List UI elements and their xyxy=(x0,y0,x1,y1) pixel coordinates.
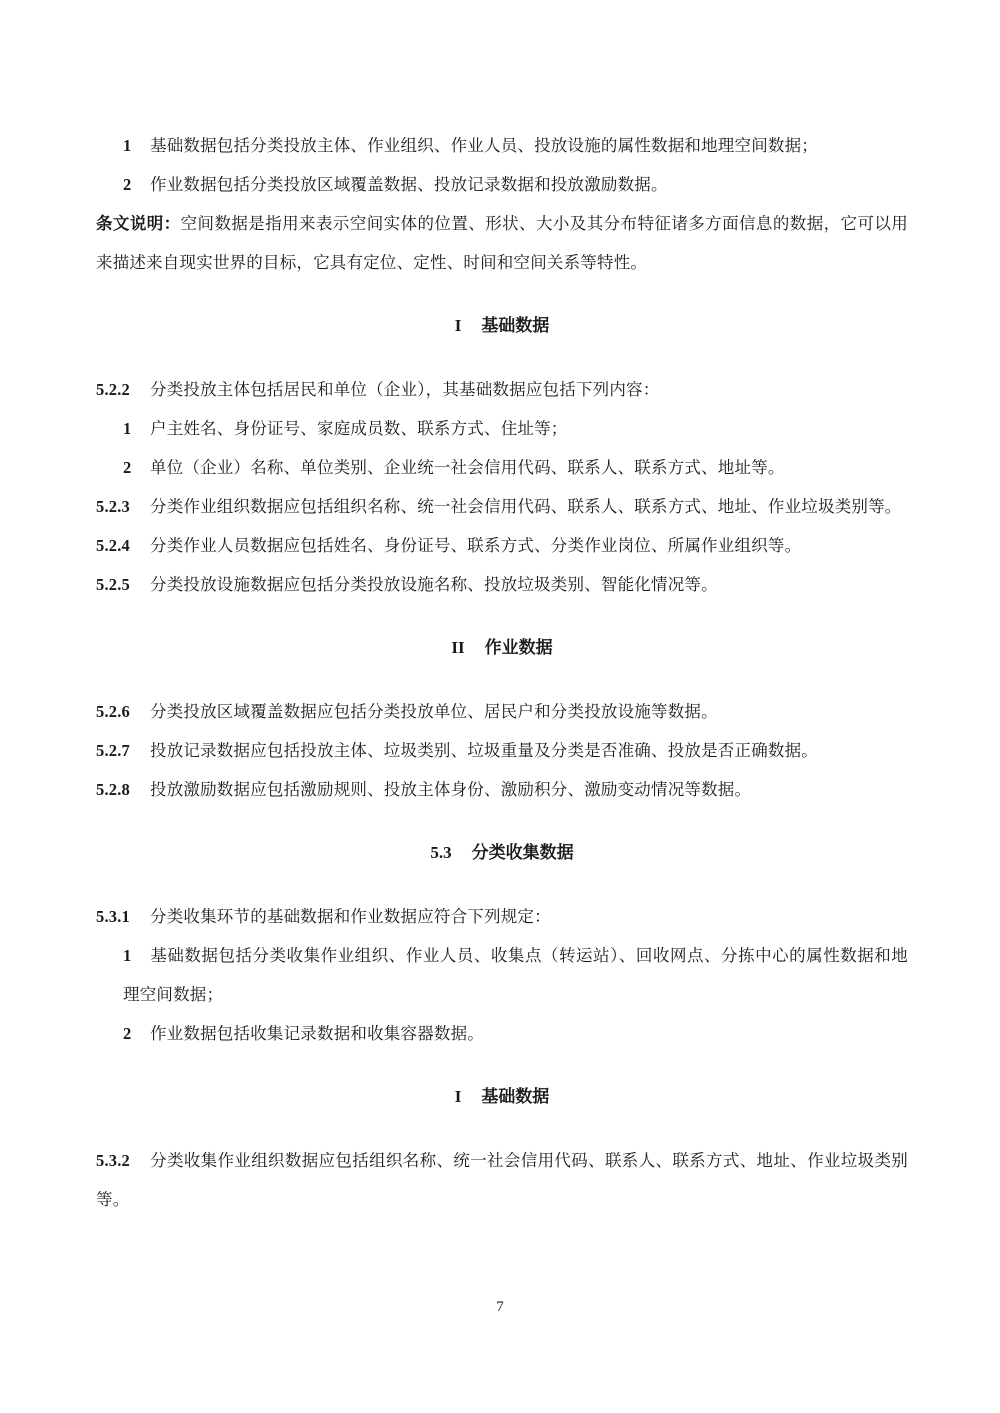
clause-paragraph xyxy=(96,731,908,770)
clause-text: 分类投放区域覆盖数据应包括分类投放单位、居民户和分类投放设施等数据。 xyxy=(150,702,718,721)
list-item xyxy=(96,1014,908,1053)
clause-number: 5.2.4 xyxy=(96,536,130,555)
item-number: 1 xyxy=(123,136,132,155)
item-number: 1 xyxy=(123,419,132,438)
heading-text: 基础数据 xyxy=(481,316,550,336)
list-item xyxy=(96,126,908,165)
item-text: 户主姓名、身份证号、家庭成员数、联系方式、住址等； xyxy=(150,419,568,438)
heading-number: II xyxy=(451,638,465,657)
clause-paragraph xyxy=(96,565,908,604)
clause-text: 分类作业组织数据应包括组织名称、统一社会信用代码、联系人、联系方式、地址、作业垃圾类别等。 xyxy=(150,497,902,516)
clause-text: 分类作业人员数据应包括姓名、身份证号、联系方式、分类作业岗位、所属作业组织等。 xyxy=(150,536,802,555)
item-number: 1 xyxy=(123,946,132,965)
clause-paragraph xyxy=(96,692,908,731)
clause-number: 5.3.1 xyxy=(96,907,130,926)
item-text: 基础数据包括分类收集作业组织、作业人员、收集点（转运站）、回收网点、分拣中心的属性数据和地理空间数据； xyxy=(123,946,908,1004)
clause-text: 分类收集环节的基础数据和作业数据应符合下列规定： xyxy=(150,907,551,926)
item-number: 2 xyxy=(123,1024,132,1043)
page-content xyxy=(96,126,908,1219)
heading-text: 基础数据 xyxy=(481,1087,550,1107)
clause-paragraph xyxy=(96,897,908,936)
item-text: 单位（企业）名称、单位类别、企业统一社会信用代码、联系人、联系方式、地址等。 xyxy=(150,458,785,477)
explanation-note xyxy=(96,204,908,282)
list-item xyxy=(96,165,908,204)
list-item xyxy=(96,936,908,1014)
clause-number: 5.2.5 xyxy=(96,575,130,594)
clause-number: 5.2.3 xyxy=(96,497,130,516)
clause-paragraph xyxy=(96,770,908,809)
clause-text: 分类收集作业组织数据应包括组织名称、统一社会信用代码、联系人、联系方式、地址、作业垃圾类别等。 xyxy=(96,1151,908,1209)
list-item xyxy=(96,448,908,487)
heading-text: 作业数据 xyxy=(484,638,553,658)
clause-paragraph xyxy=(96,1141,908,1219)
heading-number: I xyxy=(454,1087,462,1106)
clause-number: 5.2.8 xyxy=(96,780,130,799)
section-heading xyxy=(96,1077,908,1117)
item-number: 2 xyxy=(123,458,132,477)
clause-number: 5.2.7 xyxy=(96,741,130,760)
clause-text: 投放激励数据应包括激励规则、投放主体身份、激励积分、激励变动情况等数据。 xyxy=(150,780,752,799)
clause-text: 投放记录数据应包括投放主体、垃圾类别、垃圾重量及分类是否准确、投放是否正确数据。 xyxy=(150,741,818,760)
heading-text: 分类收集数据 xyxy=(471,843,574,863)
item-text: 作业数据包括收集记录数据和收集容器数据。 xyxy=(150,1024,484,1043)
item-text: 基础数据包括分类投放主体、作业组织、作业人员、投放设施的属性数据和地理空间数据； xyxy=(150,136,818,155)
clause-paragraph xyxy=(96,370,908,409)
heading-number: 5.3 xyxy=(430,843,452,862)
section-heading xyxy=(96,833,908,873)
clause-number: 5.2.6 xyxy=(96,702,130,721)
item-text: 作业数据包括分类投放区域覆盖数据、投放记录数据和投放激励数据。 xyxy=(150,175,668,194)
clause-text: 分类投放主体包括居民和单位（企业），其基础数据应包括下列内容： xyxy=(150,380,660,399)
clause-number: 5.3.2 xyxy=(96,1151,130,1170)
clause-number: 5.2.2 xyxy=(96,380,130,399)
list-item xyxy=(96,409,908,448)
note-text: 空间数据是指用来表示空间实体的位置、形状、大小及其分布特征诸多方面信息的数据，它可以用来描述来自现实世界的目标，它具有定位、定性、时间和空间关系等特性。 xyxy=(96,214,908,272)
heading-number: I xyxy=(454,316,462,335)
item-number: 2 xyxy=(123,175,132,194)
clause-text: 分类投放设施数据应包括分类投放设施名称、投放垃圾类别、智能化情况等。 xyxy=(150,575,718,594)
section-heading xyxy=(96,306,908,346)
note-label: 条文说明： xyxy=(96,214,181,233)
clause-paragraph xyxy=(96,526,908,565)
section-heading xyxy=(96,628,908,668)
clause-paragraph xyxy=(96,487,908,526)
page-number: 7 xyxy=(496,1299,504,1315)
